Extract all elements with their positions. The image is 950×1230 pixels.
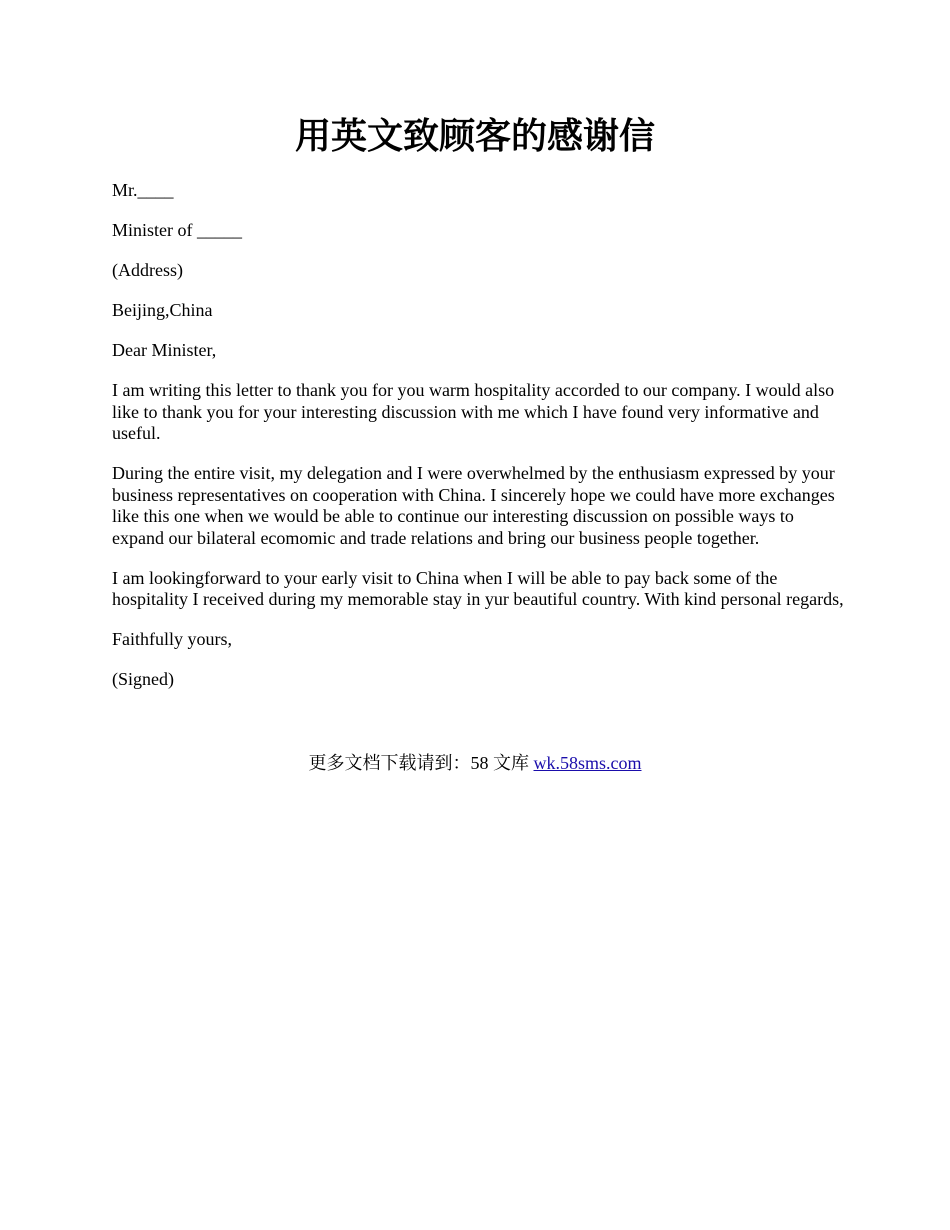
city-line: Beijing,China [112,300,213,320]
download-footer [0,752,950,774]
letter-body [112,180,844,709]
address-line: (Address) [112,260,183,280]
signature: (Signed) [112,669,174,689]
salutation: Dear Minister, [112,340,217,360]
footer-text: 更多文档下载请到：58 文库 [308,753,534,773]
document-title: 用英文致顾客的感谢信 [294,115,655,157]
closing: Faithfully yours, [112,629,232,649]
paragraph-invitation: I am lookingforward to your early visit to China when I will be able to pay back some of the hospitality I received during my memorable stay in yur beautiful country. With kind personal regards, [112,567,844,609]
addressee-name: Mr.____ [112,180,174,200]
addressee-title: Minister of _____ [112,220,242,240]
footer-link[interactable]: wk.58sms.com [533,753,642,773]
paragraph-thanks: I am writing this letter to thank you for you warm hospitality accorded to our company. I would also like to thank you for your interesting discussion with me which I have found very informative and useful. [112,380,835,443]
paragraph-visit: During the entire visit, my delegation and I were overwhelmed by the enthusiasm expressed by your business representatives on cooperation with China. I sincerely hope we could have more exchanges like this one when we would be able to continue our interesting discussion on possible ways to expand our bilateral ecomomic and trade relations and bring our business people together. [112,463,835,548]
